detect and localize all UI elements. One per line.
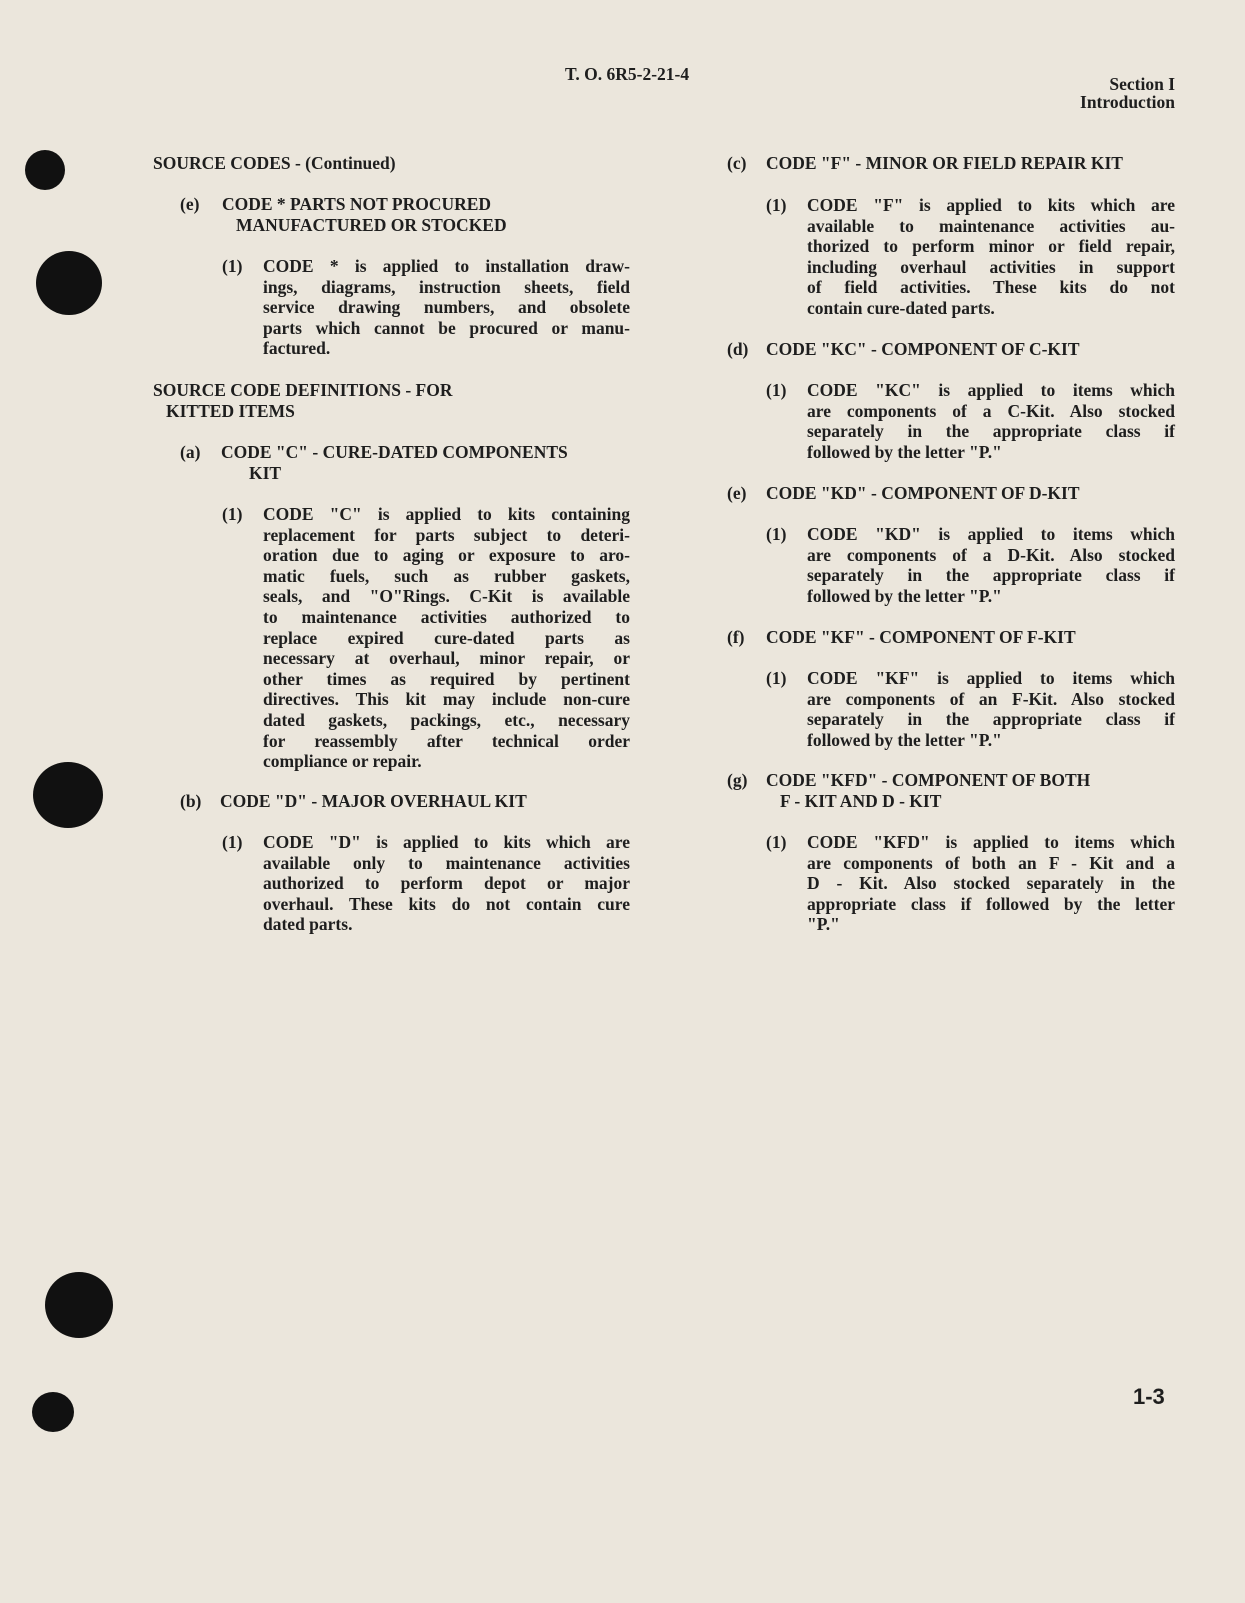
item-title: F - KIT AND D - KIT <box>780 791 942 811</box>
text-line: are components of an F-Kit. Also stocked <box>807 688 1175 709</box>
text-line: to maintenance activities authorized to <box>263 606 630 627</box>
page-number: 1-3 <box>1133 1384 1165 1409</box>
text-line: D - Kit. Also stocked separately in the <box>807 873 1175 894</box>
text-line: separately in the appropriate class if <box>807 565 1175 586</box>
item-label: (g) <box>727 770 748 790</box>
paragraph <box>263 504 630 772</box>
text-line: CODE "F" is applied to kits which are <box>807 195 1175 215</box>
item-title: CODE "KD" - COMPONENT OF D-KIT <box>766 483 1080 503</box>
text-line: dated parts. <box>263 914 353 935</box>
text-line: "P." <box>807 914 840 935</box>
text-line: oration due to aging or exposure to aro- <box>263 545 630 566</box>
subitem-label: (1) <box>222 256 243 276</box>
text-line: including overhaul activities in support <box>807 256 1175 277</box>
item-label: (b) <box>180 791 202 811</box>
text-line: compliance or repair. <box>263 751 422 772</box>
section-heading: SOURCE CODE DEFINITIONS - FOR <box>153 380 453 400</box>
subitem-label: (1) <box>766 380 787 400</box>
text-line: factured. <box>263 338 331 359</box>
technical-order-number: T. O. 6R5-2-21-4 <box>565 64 690 84</box>
subitem-label: (1) <box>766 524 787 544</box>
item-title: MANUFACTURED OR STOCKED <box>236 215 507 235</box>
text-line: parts which cannot be procured or manu- <box>263 317 630 338</box>
text-line: CODE "KD" is applied to items which <box>807 524 1175 544</box>
text-line: CODE "KC" is applied to items which <box>807 380 1175 400</box>
item-label: (e) <box>180 194 200 214</box>
item-label: (c) <box>727 153 747 173</box>
subitem-label: (1) <box>222 504 243 524</box>
text-line: replacement for parts subject to deteri- <box>263 524 630 545</box>
paragraph <box>807 832 1175 935</box>
text-line: are components of a D-Kit. Also stocked <box>807 544 1175 565</box>
text-line: directives. This kit may include non-cure <box>263 689 630 710</box>
text-line: replace expired cure-dated parts as <box>263 627 630 648</box>
subitem-label: (1) <box>222 832 243 852</box>
punch-hole <box>45 1272 113 1338</box>
text-line: CODE "D" is applied to kits which are <box>263 832 630 852</box>
paragraph <box>807 668 1175 750</box>
text-line: separately in the appropriate class if <box>807 421 1175 442</box>
item-title: CODE "KFD" - COMPONENT OF BOTH <box>766 770 1091 790</box>
paragraph <box>807 524 1175 606</box>
text-line: matic fuels, such as rubber gaskets, <box>263 565 630 586</box>
punch-hole <box>25 150 65 190</box>
item-label: (d) <box>727 339 749 359</box>
section-number: Section I <box>1109 74 1175 94</box>
item-label: (e) <box>727 483 747 503</box>
text-line: are components of a C-Kit. Also stocked <box>807 400 1175 421</box>
item-title: CODE "KF" - COMPONENT OF F-KIT <box>766 627 1076 647</box>
item-title: CODE "C" - CURE-DATED COMPONENTS <box>221 442 568 462</box>
item-title: CODE "KC" - COMPONENT OF C-KIT <box>766 339 1080 359</box>
text-line: dated gaskets, packings, etc., necessary <box>263 709 630 730</box>
text-line: followed by the letter "P." <box>807 585 1002 606</box>
punch-hole <box>36 251 102 315</box>
text-line: other times as required by pertinent <box>263 668 630 689</box>
item-label: (a) <box>180 442 201 462</box>
paragraph <box>263 832 630 935</box>
text-line: contain cure-dated parts. <box>807 297 995 318</box>
text-line: separately in the appropriate class if <box>807 709 1175 730</box>
paragraph <box>807 195 1175 319</box>
paragraph <box>263 256 630 359</box>
text-line: ings, diagrams, instruction sheets, field <box>263 276 630 297</box>
item-label: (f) <box>727 627 745 647</box>
text-line: followed by the letter "P." <box>807 729 1002 750</box>
text-line: CODE "KF" is applied to items which <box>807 668 1175 688</box>
subitem-label: (1) <box>766 195 787 215</box>
item-title: CODE "D" - MAJOR OVERHAUL KIT <box>220 791 527 811</box>
text-line: necessary at overhaul, minor repair, or <box>263 648 630 669</box>
paragraph <box>807 380 1175 462</box>
text-line: CODE * is applied to installation draw- <box>263 256 630 276</box>
item-title: CODE * PARTS NOT PROCURED <box>222 194 492 214</box>
text-line: authorized to perform depot or major <box>263 873 630 894</box>
text-line: service drawing numbers, and obsolete <box>263 297 630 318</box>
text-line: CODE "KFD" is applied to items which <box>807 832 1175 852</box>
text-line: of field activities. These kits do not <box>807 277 1175 298</box>
continued-heading: SOURCE CODES - (Continued) <box>153 153 396 173</box>
text-line: available to maintenance activities au- <box>807 215 1175 236</box>
text-line: seals, and "O"Rings. C-Kit is available <box>263 586 630 607</box>
item-title: KIT <box>249 463 282 483</box>
section-title: Introduction <box>1080 92 1175 112</box>
subitem-label: (1) <box>766 668 787 688</box>
text-line: CODE "C" is applied to kits containing <box>263 504 630 524</box>
section-heading: KITTED ITEMS <box>166 401 295 421</box>
text-line: thorized to perform minor or field repair, <box>807 236 1175 257</box>
text-line: appropriate class if followed by the letter <box>807 893 1175 914</box>
item-title: CODE "F" - MINOR OR FIELD REPAIR KIT <box>766 153 1123 173</box>
subitem-label: (1) <box>766 832 787 852</box>
punch-hole <box>33 762 103 828</box>
text-line: for reassembly after technical order <box>263 730 630 751</box>
text-line: are components of both an F - Kit and a <box>807 852 1175 873</box>
text-line: followed by the letter "P." <box>807 441 1002 462</box>
text-line: available only to maintenance activities <box>263 852 630 873</box>
text-line: overhaul. These kits do not contain cure <box>263 893 630 914</box>
punch-hole <box>32 1392 74 1432</box>
